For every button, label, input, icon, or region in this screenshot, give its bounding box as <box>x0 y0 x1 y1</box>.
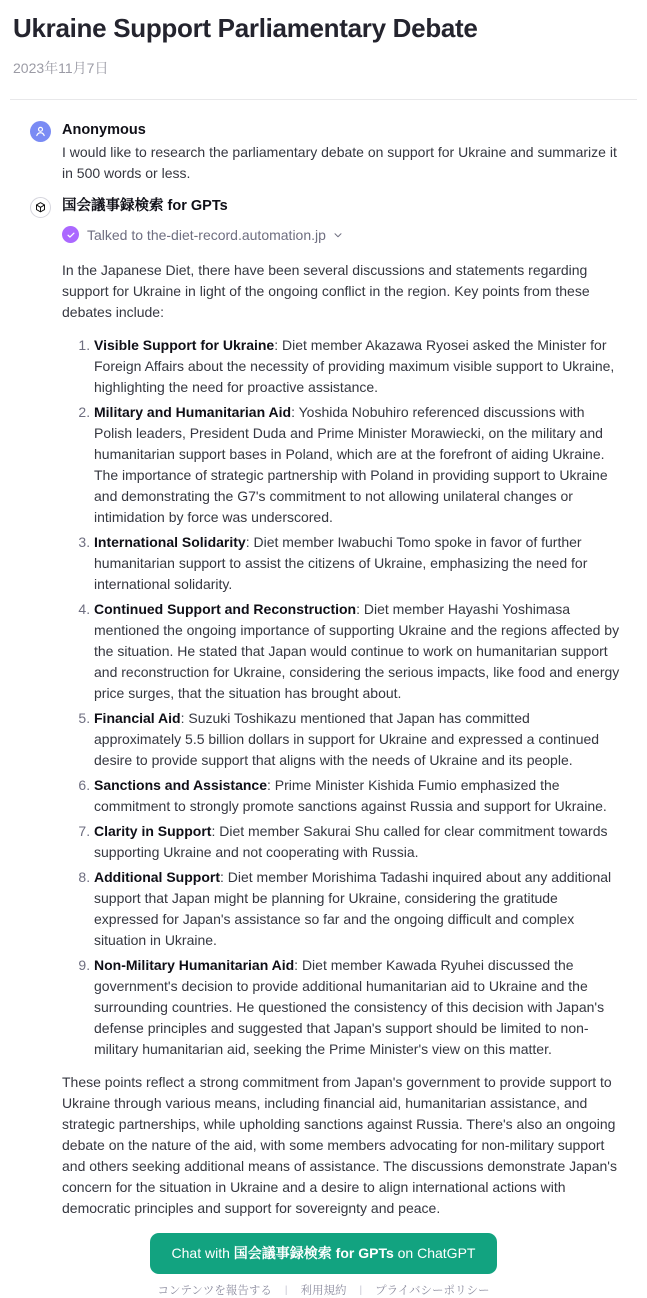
user-name: Anonymous <box>62 122 146 138</box>
list-item: 3. International Solidarity: Diet member Iwabuchi Tomo spoke in favor of further humanitarian support to assist the citizens of Ukraine, emphasizing the need for international solidarity. <box>94 532 620 595</box>
list-item: 4. Continued Support and Reconstruction: Diet member Hayashi Yoshimasa mentioned the ongoing importance of supporting Ukraine and the regions affected by the situation. He stated that Japan would continue to work on humanitarian support and reconstruction for Ukraine, considering the serious impacts, like food and energy price surges, that the situation has brought about. <box>94 599 620 704</box>
person-icon <box>34 125 47 138</box>
response-outro: These points reflect a strong commitment from Japan's government to provide support to Ukraine through various means, including financial aid, humanitarian assistance, and strategic partnerships, while upholding sanctions against Russia. There's also an ongoing debate on the nature of the aid, with some members advocating for non-military support and others seeking additional means of assistance. The discussions demonstrate Japan's concern for the situation in Ukraine and a desire to align international actions with democratic principles and support for sovereignty and peace. <box>62 1074 617 1216</box>
cta-container <box>0 1233 647 1274</box>
assistant-response <box>62 260 620 1219</box>
chevron-down-icon <box>332 229 344 241</box>
footer-separator: | <box>284 1284 288 1296</box>
response-intro: In the Japanese Diet, there have been several discussions and statements regarding support for Ukraine in light of the ongoing conflict in the region. Key points from these debates include: <box>62 262 590 320</box>
list-item: 1. Visible Support for Ukraine: Diet member Akazawa Ryosei asked the Minister for Foreign Affairs about the necessity of providing maximum visible support to Ukraine, highlighting the need for proactive assistance. <box>94 335 620 398</box>
action-disclosure[interactable] <box>62 226 620 243</box>
footer-separator: | <box>359 1284 363 1296</box>
page-date: 2023年11月7日 <box>13 60 109 76</box>
page-header <box>0 0 647 78</box>
action-label: Talked to the-diet-record.automation.jp <box>87 226 326 243</box>
user-turn <box>30 120 620 184</box>
page-title: Ukraine Support Parliamentary Debate <box>13 13 478 43</box>
check-icon <box>66 230 76 240</box>
assistant-turn <box>30 196 620 1219</box>
user-avatar <box>30 121 51 142</box>
privacy-policy-link[interactable]: プライバシーポリシー <box>375 1285 490 1297</box>
list-item: 7. Clarity in Support: Diet member Sakurai Shu called for clear commitment towards supporting Ukraine and not cooperating with Russia. <box>94 821 620 863</box>
list-item: 5. Financial Aid: Suzuki Toshikazu mentioned that Japan has committed approximately 5.5 billion dollars in support for Ukraine and expressed a continued desire to provide support that aligns with the needs of Ukraine and its people. <box>94 708 620 771</box>
user-message: I would like to research the parliamentary debate on support for Ukraine and summarize it in 500 words or less. <box>62 144 617 181</box>
list-item: 2. Military and Humanitarian Aid: Yoshida Nobuhiro referenced discussions with Polish leaders, President Duda and Prime Minister Morawiecki, on the military and humanitarian support bases in Poland, which are at the forefront of aiding Ukraine. The importance of strategic partnership with Poland in providing support to Ukraine and demonstrating the G7's commitment to not allowing unilateral changes or intimidation by force was underscored. <box>94 402 620 528</box>
cube-icon <box>34 201 47 214</box>
conversation <box>0 100 647 1219</box>
footer-links <box>0 1282 647 1298</box>
check-badge <box>62 226 79 243</box>
gpt-avatar <box>30 197 51 218</box>
report-content-link[interactable]: コンテンツを報告する <box>157 1285 272 1297</box>
gpt-name: 国会議事録検索 for GPTs <box>62 198 228 214</box>
terms-link[interactable]: 利用規約 <box>300 1285 347 1297</box>
key-points-list <box>62 335 620 1060</box>
list-item: 8. Additional Support: Diet member Morishima Tadashi inquired about any additional support that Japan might be planning for Ukraine, considering the gratitude expressed for Japan's assistance so far and the ongoing difficult and complex situation in Ukraine. <box>94 867 620 951</box>
cta-gpt-name: 国会議事録検索 for GPTs <box>233 1245 394 1261</box>
list-item: 9. Non-Military Humanitarian Aid: Diet member Kawada Ryuhei discussed the government's decision to provide additional humanitarian aid to Ukraine and the surrounding countries. He questioned the consistency of this decision with Japan's defense principles and suggested that Japan's support should be limited to non-military humanitarian aid, seeking the Prime Minister's view on this matter. <box>94 955 620 1060</box>
chat-cta-button[interactable]: Chat with 国会議事録検索 for GPTs on ChatGPT <box>150 1233 498 1274</box>
list-item: 6. Sanctions and Assistance: Prime Minister Kishida Fumio emphasized the commitment to strongly promote sanctions against Russia and support for Ukraine. <box>94 775 620 817</box>
